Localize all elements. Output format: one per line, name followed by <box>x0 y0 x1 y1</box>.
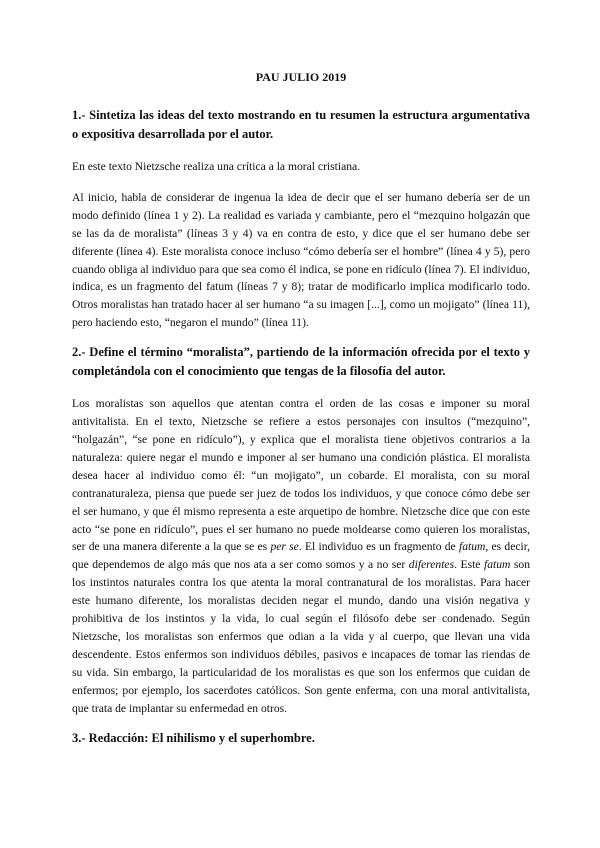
document-title: PAU JULIO 2019 <box>255 70 347 84</box>
q2-text-5: son los instintos naturales contra los que atenta la moral contranatural de los moralistas. Para hacer este humano diferente, los moralistas deciden negar el mundo, dando una visión negativa y prohibitiva de los instintos y la vida, lo cual según el filósofo debe ser condenado. Según Nietzsche, los moralistas son enfermos que odian a la vida y al cuerpo, que llevan una vida descendente. Estos enfermos son individuos débiles, pasivos e incapaces de tomar las riendas de su vida. Sin embargo, la particularidad de los moralistas es que son los enfermos que cuidan de enfermos; por ejemplo, los sacerdotes católicos. Son gente enferma, con una moral antivitalista, que trata de implantar su enfermedad en otros. <box>72 558 531 715</box>
question-2-heading: 2.- Define el término “moralista”, partiendo de la información ofrecida por el texto y completándola con el conocimiento que tengas de la filosofía del autor. <box>72 345 530 379</box>
question-2-body <box>72 395 530 717</box>
question-1-body: Al inicio, habla de considerar de ingenua la idea de decir que el ser humano debería ser de un modo definido (línea 1 y 2). La realidad es variada y cambiante, pero el “mezquino holgazán que se las da de moralista” (líneas 3 y 4) va en contra de esto, y dice que el ser humano debe ser diferente (línea 4). Este moralista conoce incluso “cómo debería ser el hombre” (línea 4 y 5), pero cuando obliga al individuo para que sea como él indica, se pone en ridículo (línea 7). El individuo, indica, es un fragmento del fatum (líneas 7 y 8); tratar de modificarlo implica modificarlo todo. Otros moralistas han tratado hacer al ser humano “a su imagen [...], como un mojigato” (línea 11), pero haciendo esto, “negaron el mundo” (línea 11). <box>72 190 530 330</box>
q2-italic-fatum-2: fatum <box>483 558 511 572</box>
q2-italic-per-se: per se <box>270 540 299 554</box>
q2-text-2: . El individuo es un fragmento de <box>298 540 456 554</box>
question-1-intro: En este texto Nietzsche realiza una crítica a la moral cristiana. <box>72 160 361 173</box>
document-page <box>72 70 530 762</box>
q2-italic-diferentes: diferentes <box>408 558 455 572</box>
question-1-heading: 1.- Sintetiza las ideas del texto mostrando en tu resumen la estructura argumentativa o expositiva desarrollada por el autor. <box>72 108 530 141</box>
q2-text-1: Los moralistas son aquellos que atentan contra el orden de las cosas e imponer su moral antivitalista. En el texto, Nietzsche se refiere a estos personajes con insultos (“mezquino”, “holgazán”, “se pone en ridículo”), y explica que el moralista tiene objetivos contrarios a la naturaleza: quiere negar el mundo e imponer al ser humano una condición plástica. El moralista desea hacer al individuo como él: “un mojigato”, un cobarde. El moralista, con su moral contranaturaleza, piensa que puede ser juez de todos los individuos, y que conoce cómo debe ser el ser humano, y que él mismo representa a este arquetipo de hombre. Nietzsche dice que con este acto “se pone en ridículo”, pues el ser humano no puede moldearse como quieren los moralistas, ser de una manera diferente a la que se es <box>72 397 530 554</box>
q2-italic-fatum-1: fatum <box>458 540 486 554</box>
question-3-heading: 3.- Redacción: El nihilismo y el superhombre. <box>72 731 315 746</box>
q2-text-4: . Este <box>454 558 481 572</box>
q2-text-3: , es decir, que dependemos de algo más que nos ata a ser como somos y a no ser <box>72 540 531 572</box>
